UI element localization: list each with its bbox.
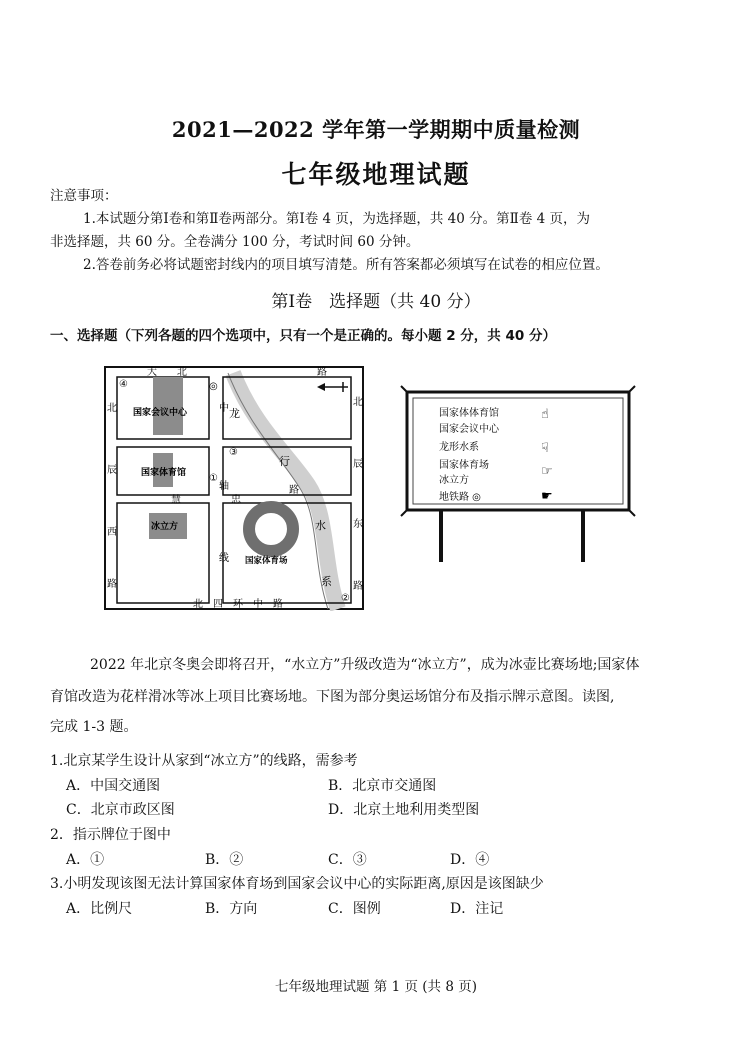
q2-option-b[interactable]: B．② — [205, 852, 244, 868]
legend-item-5: 冰立方 — [439, 475, 469, 486]
exam-term-title: 2021—2022 学年第一学期期中质量检测 — [171, 117, 581, 142]
road-middle-3: 路 — [289, 485, 299, 496]
axis-3: 线 — [219, 553, 229, 564]
question-3-stem: 3.小明发现该图无法计算国家体育场到国家会议中心的实际距离,原因是该图缺少 — [50, 876, 544, 892]
north-arrow-icon — [317, 382, 348, 392]
road-right-1: 北 — [353, 397, 363, 408]
q1-option-c[interactable]: C．北京市政区图 — [66, 802, 175, 818]
road-right-3: 东 — [353, 519, 363, 530]
q3-option-a[interactable]: A．比例尺 — [66, 901, 133, 917]
legend-item-2: 国家会议中心 — [439, 424, 499, 435]
q2-option-c[interactable]: C．③ — [328, 852, 367, 868]
road-right-4: 路 — [353, 581, 363, 592]
q1-option-a[interactable]: A．中国交通图 — [66, 778, 161, 794]
road-middle-1: 慧 — [171, 495, 181, 506]
passage-line-2: 育馆改造为花样滑冰等冰上项目比赛场地。下图为部分奥运场馆分布及指示牌示意图。读图, — [50, 689, 615, 705]
road-left-1: 北 — [107, 403, 117, 414]
passage-line-1: 2022 年北京冬奥会即将召开，“水立方”升级改造为“冰立方”，成为冰壶比赛场地;国家体 — [90, 657, 640, 673]
section-instruction: 一、选择题（下列各题的四个选项中，只有一个是正确的。每小题 2 分，共 40 分） — [50, 328, 556, 344]
note-2: 2.答卷前务必将试题密封线内的项目填写清楚。所有答案都必须填写在试卷的相应位置。 — [83, 257, 609, 273]
olympic-venue-map — [103, 365, 365, 611]
note-1-line-2: 非选择题，共 60 分。全卷满分 100 分，考试时间 60 分钟。 — [50, 234, 420, 250]
q2-option-d[interactable]: D．④ — [450, 852, 490, 868]
metro-symbol: ◎ — [209, 381, 218, 392]
question-1-stem: 1.北京某学生设计从家到“冰立方”的线路，需参考 — [50, 753, 358, 769]
question-2-stem: 2．指示牌位于图中 — [50, 827, 171, 843]
axis-2: 轴 — [219, 481, 229, 492]
legend-item-6: 地铁路 ◎ — [439, 492, 481, 503]
national-convention-center — [153, 377, 183, 435]
exam-subject-title: 七年级地理试题 — [281, 160, 471, 189]
q2-option-a[interactable]: A．① — [66, 852, 105, 868]
q3-option-d[interactable]: D．注记 — [450, 901, 504, 917]
road-left-2: 辰 — [107, 465, 117, 476]
hand-down-icon: ☟ — [541, 441, 549, 456]
sign-post-left — [439, 510, 443, 562]
road-middle-2: 忠 — [231, 495, 241, 506]
road-top: 大 北 路 — [147, 367, 327, 378]
mark-3: ③ — [229, 447, 238, 458]
hand-right-icon: ☞ — [541, 464, 553, 479]
hand-up-icon: ☝ — [541, 407, 549, 422]
q1-option-b[interactable]: B．北京市交通图 — [328, 778, 437, 794]
signboard — [395, 380, 725, 570]
mark-2: ② — [341, 593, 350, 604]
q1-option-d[interactable]: D．北京土地利用类型图 — [328, 802, 480, 818]
axis-1: 中 — [219, 403, 229, 414]
label-convention-center: 国家会议中心 — [133, 408, 188, 418]
label-ice-cube: 冰立方 — [151, 522, 179, 532]
road-right-2: 辰 — [353, 459, 363, 470]
mark-4: ④ — [119, 379, 128, 390]
section-title: 第Ⅰ卷 选择题（共 40 分） — [271, 292, 481, 312]
legend-item-3: 龙形水系 — [439, 442, 479, 453]
q3-option-b[interactable]: B．方向 — [205, 901, 258, 917]
legend-item-4: 国家体育场 — [439, 460, 489, 471]
river-3: 水 — [315, 519, 326, 532]
notes-heading: 注意事项： — [50, 188, 118, 204]
national-stadium — [249, 507, 293, 551]
mark-1: ① — [209, 473, 218, 484]
q3-option-c[interactable]: C．图例 — [328, 901, 381, 917]
sign-post-right — [581, 510, 585, 562]
note-1-line-1: 1.本试题分第Ⅰ卷和第Ⅱ卷两部分。第Ⅰ卷 4 页，为选择题，共 40 分。第Ⅱ卷 4 页，为 — [83, 211, 591, 227]
road-left-3: 西 — [107, 527, 117, 538]
label-indoor-stadium: 国家体育馆 — [141, 468, 187, 478]
label-national-stadium: 国家体育场 — [245, 556, 288, 566]
road-left-4: 路 — [107, 579, 117, 590]
page-footer: 七年级地理试题 第 1 页 (共 8 页) — [275, 979, 477, 995]
river-2: 行 — [279, 455, 290, 468]
hand-right-icon: ☛ — [541, 489, 553, 504]
river-1: 龙 — [229, 407, 240, 420]
river-4: 系 — [321, 575, 332, 588]
passage-line-3: 完成 1-3 题。 — [50, 719, 138, 735]
legend-item-1: 国家体体育馆 — [439, 408, 499, 419]
dragon-river — [233, 373, 338, 609]
road-bottom: 北 四 环 中 路 — [193, 599, 283, 610]
